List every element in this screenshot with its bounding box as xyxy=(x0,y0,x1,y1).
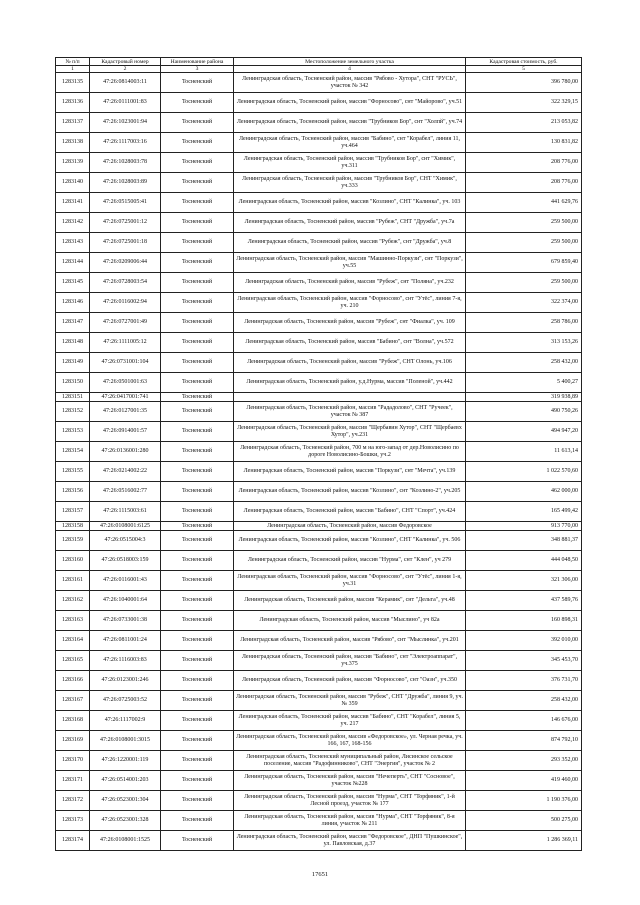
table-row xyxy=(56,462,582,482)
table-cell-cadastral-value: 213 053,82 xyxy=(466,113,582,133)
table-cell-cadastral-value: 259 500,00 xyxy=(466,273,582,293)
table-row xyxy=(56,731,582,751)
table-cell-district: Тосненский xyxy=(161,571,234,591)
table-cell-cadastral-number: 47:26:1117002:9 xyxy=(90,711,161,731)
table-cell-district: Тосненский xyxy=(161,711,234,731)
table-cell-cadastral-value: 348 881,37 xyxy=(466,531,582,551)
table-cell-cadastral-value: 313 153,26 xyxy=(466,333,582,353)
table-cell-number: 1283161 xyxy=(56,571,90,591)
table-cell-cadastral-value: 258 432,00 xyxy=(466,353,582,373)
table-cell-location: Ленинградская область, Тосненский район, массив "Бабино", СНТ "Корабел", линия 5, уч. 217 xyxy=(234,711,466,731)
table-cell-district: Тосненский xyxy=(161,402,234,422)
table-cell-cadastral-value: 322 329,15 xyxy=(466,93,582,113)
column-number-row xyxy=(56,66,582,73)
table-cell-number: 1283136 xyxy=(56,93,90,113)
table-cell-cadastral-value: 258 432,00 xyxy=(466,691,582,711)
table-cell-cadastral-number: 47:26:1028003:78 xyxy=(90,153,161,173)
table-cell-location: Ленинградская область, Тосненский район, 700 м на юго-запад от дер.Новолисино по дороге Новолисино-Бошки, уч.2 xyxy=(234,442,466,462)
table-cell-number: 1283165 xyxy=(56,651,90,671)
table-cell-number: 1283172 xyxy=(56,791,90,811)
table-cell-cadastral-number: 47:26:1023001:94 xyxy=(90,113,161,133)
table-row xyxy=(56,482,582,502)
table-row xyxy=(56,373,582,393)
header-cell-value: Кадастровая стоимость, руб. xyxy=(466,58,582,66)
table-row xyxy=(56,353,582,373)
table-row xyxy=(56,113,582,133)
column-number: 3 xyxy=(161,66,234,73)
table-cell-district: Тосненский xyxy=(161,751,234,771)
table-cell-district: Тосненский xyxy=(161,771,234,791)
table-cell-cadastral-number: 47:26:0725001:18 xyxy=(90,233,161,253)
table-cell-number: 1283144 xyxy=(56,253,90,273)
table-cell-cadastral-value: 500 275,00 xyxy=(466,811,582,831)
table-row xyxy=(56,213,582,233)
table-cell-location xyxy=(234,393,466,402)
table-row xyxy=(56,402,582,422)
column-number: 4 xyxy=(234,66,466,73)
table-cell-location: Ленинградская область, Тосненский район, массив "Бабино", снт "Корабел", линия 11, уч.464 xyxy=(234,133,466,153)
table-cell-cadastral-number: 47:26:0214002:22 xyxy=(90,462,161,482)
table-cell-number: 1283145 xyxy=(56,273,90,293)
table-cell-location: Ленинградская область, Тосненский район, массив "Машинно-Поркузи", снт "Поркузи", уч.55 xyxy=(234,253,466,273)
table-cell-cadastral-number: 47:26:0725003:52 xyxy=(90,691,161,711)
table-cell-district: Тосненский xyxy=(161,193,234,213)
table-cell-cadastral-value: 494 947,20 xyxy=(466,422,582,442)
table-cell-location: Ленинградская область, Тосненский район, массив "Форносово", снт "Оазн", уч.350 xyxy=(234,671,466,691)
table-row xyxy=(56,591,582,611)
table-cell-location: Ленинградская область, Тосненский муниципальный район, Лисинское сельское поселение, массив "Радофинниково", СНТ "Энергия", участок № 2 xyxy=(234,751,466,771)
table-cell-cadastral-number: 47:26:1111005:12 xyxy=(90,333,161,353)
table-cell-cadastral-value: 345 453,70 xyxy=(466,651,582,671)
table-row xyxy=(56,422,582,442)
table-cell-location: Ленинградская область, Тосненский район, массив Федоровское xyxy=(234,522,466,531)
table-cell-cadastral-value: 444 048,50 xyxy=(466,551,582,571)
table-cell-cadastral-number: 47:26:0108001:3015 xyxy=(90,731,161,751)
table-row xyxy=(56,133,582,153)
table-cell-cadastral-value: 5 400,27 xyxy=(466,373,582,393)
table-row xyxy=(56,551,582,571)
table-row xyxy=(56,711,582,731)
table-cell-number: 1283138 xyxy=(56,133,90,153)
table-cell-district: Тосненский xyxy=(161,831,234,851)
table-cell-location: Ленинградская область, Тосненский район, массив "Рададолово", СНТ "Ручеек", участок № 387 xyxy=(234,402,466,422)
table-cell-location: Ленинградская область, Тосненский район, массив "Рубеж", СНТ "Дружба", линия 9, уч. № 359 xyxy=(234,691,466,711)
table-cell-cadastral-number: 47:26:0523001:304 xyxy=(90,791,161,811)
table-cell-district: Тосненский xyxy=(161,213,234,233)
header-cell-district: Наименование района xyxy=(161,58,234,66)
table-cell-location: Ленинградская область, Тосненский район, массив "Трубников Бор", снт "Холпй", уч.74 xyxy=(234,113,466,133)
table-cell-district: Тосненский xyxy=(161,531,234,551)
table-row xyxy=(56,831,582,851)
table-cell-cadastral-value: 165 499,42 xyxy=(466,502,582,522)
table-cell-cadastral-value: 259 500,00 xyxy=(466,213,582,233)
table-row xyxy=(56,293,582,313)
table-row xyxy=(56,393,582,402)
table-row xyxy=(56,751,582,771)
table-cell-cadastral-number: 47:26:0725001:12 xyxy=(90,213,161,233)
table-cell-location: Ленинградская область, Тосненский район, массив "Нурма", СНТ "Торфяник", 1-й Лесной проезд, участок № 177 xyxy=(234,791,466,811)
table-cell-cadastral-value: 319 938,89 xyxy=(466,393,582,402)
table-cell-cadastral-value: 419 460,00 xyxy=(466,771,582,791)
table-cell-district: Тосненский xyxy=(161,393,234,402)
table-row xyxy=(56,73,582,93)
table-cell-cadastral-number: 47:26:0727001:49 xyxy=(90,313,161,333)
table-cell-cadastral-value: 259 500,00 xyxy=(466,233,582,253)
table-cell-cadastral-number: 47:26:0501001:63 xyxy=(90,373,161,393)
table-cell-district: Тосненский xyxy=(161,462,234,482)
cadastral-table xyxy=(55,57,582,851)
table-cell-location: Ленинградская область, Тосненский район, массив "Федоровское", ДНП "Пушкинское", ул. Павловская, д.37 xyxy=(234,831,466,851)
table-cell-number: 1283167 xyxy=(56,691,90,711)
table-row xyxy=(56,253,582,273)
table-cell-location: Ленинградская область, Тосненский район, массив "Мыслино", уч 82а xyxy=(234,611,466,631)
table-cell-number: 1283155 xyxy=(56,462,90,482)
table-cell-cadastral-value: 1 022 570,60 xyxy=(466,462,582,482)
table-cell-cadastral-number: 47:26:0515005:41 xyxy=(90,193,161,213)
table-cell-cadastral-number: 47:26:0733001:38 xyxy=(90,611,161,631)
table-cell-district: Тосненский xyxy=(161,273,234,293)
table-cell-cadastral-value: 146 676,00 xyxy=(466,711,582,731)
table-cell-number: 1283171 xyxy=(56,771,90,791)
table-cell-number: 1283151 xyxy=(56,393,90,402)
table-cell-number: 1283139 xyxy=(56,153,90,173)
table-cell-cadastral-value: 913 770,00 xyxy=(466,522,582,531)
table-cell-number: 1283150 xyxy=(56,373,90,393)
table-cell-number: 1283152 xyxy=(56,402,90,422)
table-cell-location: Ленинградская область, Тосненский район, массив "Нечеперть", СНТ "Сосновое", участок №228 xyxy=(234,771,466,791)
table-row xyxy=(56,333,582,353)
table-cell-cadastral-number: 47:26:0811001:24 xyxy=(90,631,161,651)
table-row xyxy=(56,771,582,791)
table-cell-location: Ленинградская область, Тосненский район, массив "Козлино", СНТ "Калинка", уч. 506 xyxy=(234,531,466,551)
table-header-row xyxy=(56,58,582,66)
table-cell-location: Ленинградская область, Тосненский район, массив "Нурма", СНТ "Торфяник", 8-я линия, участок № 211 xyxy=(234,811,466,831)
table-cell-district: Тосненский xyxy=(161,631,234,651)
table-cell-cadastral-value: 462 000,00 xyxy=(466,482,582,502)
table-cell-cadastral-number: 47:26:1115003:61 xyxy=(90,502,161,522)
table-cell-number: 1283143 xyxy=(56,233,90,253)
table-cell-cadastral-value: 490 750,26 xyxy=(466,402,582,422)
table-row xyxy=(56,313,582,333)
table-cell-number: 1283156 xyxy=(56,482,90,502)
table-cell-district: Тосненский xyxy=(161,591,234,611)
table-cell-location: Ленинградская область, Тосненский район, массив "Рубеж", снт "Фиалка", уч. 109 xyxy=(234,313,466,333)
column-number: 1 xyxy=(56,66,90,73)
table-cell-district: Тосненский xyxy=(161,113,234,133)
table-cell-cadastral-value: 1 190 376,00 xyxy=(466,791,582,811)
table-cell-district: Тосненский xyxy=(161,293,234,313)
table-cell-district: Тосненский xyxy=(161,811,234,831)
table-cell-district: Тосненский xyxy=(161,313,234,333)
table-cell-number: 1283162 xyxy=(56,591,90,611)
table-cell-location: Ленинградская область, Тосненский район, массив "Трубников Бор", снт "Химик", уч.311 xyxy=(234,153,466,173)
header-cell-location: Местоположение земельного участка xyxy=(234,58,466,66)
table-cell-cadastral-number: 47:26:0731001:104 xyxy=(90,353,161,373)
table-cell-location: Ленинградская область, Тосненский район, массив "Бабино", снт "Волна", уч.572 xyxy=(234,333,466,353)
table-row xyxy=(56,93,582,113)
table-cell-cadastral-number: 47:26:0516002:77 xyxy=(90,482,161,502)
table-cell-number: 1283141 xyxy=(56,193,90,213)
table-cell-number: 1283164 xyxy=(56,631,90,651)
table-cell-district: Тосненский xyxy=(161,671,234,691)
table-cell-number: 1283148 xyxy=(56,333,90,353)
table-cell-cadastral-value: 396 780,00 xyxy=(466,73,582,93)
column-number: 2 xyxy=(90,66,161,73)
table-cell-district: Тосненский xyxy=(161,73,234,93)
table-cell-district: Тосненский xyxy=(161,691,234,711)
table-cell-cadastral-number: 47:26:0814003:11 xyxy=(90,73,161,93)
table-row xyxy=(56,651,582,671)
table-row xyxy=(56,671,582,691)
table-cell-cadastral-number: 47:26:0728003:54 xyxy=(90,273,161,293)
table-cell-number: 1283158 xyxy=(56,522,90,531)
table-cell-number: 1283137 xyxy=(56,113,90,133)
table-cell-number: 1283159 xyxy=(56,531,90,551)
table-row xyxy=(56,193,582,213)
table-cell-district: Тосненский xyxy=(161,93,234,113)
table-cell-location: Ленинградская область, Тосненский район, массив "Нурма", снт "Клен", уч 279 xyxy=(234,551,466,571)
table-cell-location: Ленинградская область, Тосненский район, массив "Трубников Бор", СНТ "Химик", уч.333 xyxy=(234,173,466,193)
table-cell-cadastral-value: 293 352,00 xyxy=(466,751,582,771)
table-cell-district: Тосненский xyxy=(161,133,234,153)
table-cell-cadastral-value: 679 859,40 xyxy=(466,253,582,273)
table-cell-location: Ленинградская область, Тосненский район, у.д.Нурма, массив "Поленой", уч.442 xyxy=(234,373,466,393)
table-cell-district: Тосненский xyxy=(161,333,234,353)
table-cell-district: Тосненский xyxy=(161,153,234,173)
table-cell-number: 1283160 xyxy=(56,551,90,571)
table-cell-number: 1283168 xyxy=(56,711,90,731)
table-row xyxy=(56,233,582,253)
table-cell-district: Тосненский xyxy=(161,482,234,502)
table-cell-cadastral-number: 47:26:0111001:83 xyxy=(90,93,161,113)
table-cell-location: Ленинградская область, Тосненский район, массив "Рубеж", снт "Дружба", уч.8 xyxy=(234,233,466,253)
table-cell-cadastral-number: 47:26:1117003:16 xyxy=(90,133,161,153)
table-cell-number: 1283173 xyxy=(56,811,90,831)
table-cell-district: Тосненский xyxy=(161,442,234,462)
table-cell-cadastral-number: 47:26:0136001:280 xyxy=(90,442,161,462)
page-number: 17651 xyxy=(311,871,329,878)
table-cell-cadastral-number: 47:26:0523001:328 xyxy=(90,811,161,831)
table-cell-cadastral-value: 130 831,82 xyxy=(466,133,582,153)
table-row xyxy=(56,811,582,831)
table-cell-number: 1283146 xyxy=(56,293,90,313)
table-cell-number: 1283140 xyxy=(56,173,90,193)
table-cell-district: Тосненский xyxy=(161,611,234,631)
table-cell-cadastral-value: 321 306,00 xyxy=(466,571,582,591)
table-cell-number: 1283174 xyxy=(56,831,90,851)
table-cell-location: Ленинградская область, Тосненский район, массив "Рубеж", снт "Поляна", уч.232 xyxy=(234,273,466,293)
table-row xyxy=(56,571,582,591)
table-cell-location: Ленинградская область, Тосненский район, массив "Форносово", снт "Майорово", уч.51 xyxy=(234,93,466,113)
table-cell-location: Ленинградская область, Тосненский район, массив "Форносово", снт "Утёс", линия 7-я, уч. 210 xyxy=(234,293,466,313)
table-cell-location: Ленинградская область, Тосненский район, массив "Поркузи", снт "Мечта", уч.139 xyxy=(234,462,466,482)
table-cell-location: Ленинградская область, Тосненский район, массив "Козлино", СНТ "Калинка", уч. 103 xyxy=(234,193,466,213)
table-cell-number: 1283147 xyxy=(56,313,90,333)
table-row xyxy=(56,273,582,293)
table-cell-cadastral-value: 208 776,00 xyxy=(466,153,582,173)
table-cell-district: Тосненский xyxy=(161,353,234,373)
table-cell-district: Тосненский xyxy=(161,651,234,671)
table-row xyxy=(56,153,582,173)
table-cell-location: Ленинградская область, Тосненский район, массив "Козлино", снт "Козлино-2", уч.205 xyxy=(234,482,466,502)
table-cell-cadastral-number: 47:26:0123001:246 xyxy=(90,671,161,691)
table-cell-district: Тосненский xyxy=(161,522,234,531)
table-row xyxy=(56,631,582,651)
table-cell-cadastral-number: 47:26:1028003:89 xyxy=(90,173,161,193)
table-cell-cadastral-number: 47:26:0514001:203 xyxy=(90,771,161,791)
table-cell-cadastral-number: 47:26:1116003:83 xyxy=(90,651,161,671)
table-cell-cadastral-number: 47:26:0116001:43 xyxy=(90,571,161,591)
table-cell-cadastral-number: 47:26:0108001:6125 xyxy=(90,522,161,531)
table-cell-cadastral-value: 437 589,76 xyxy=(466,591,582,611)
table-cell-district: Тосненский xyxy=(161,253,234,273)
header-cell-cadastral: Кадастровый номер xyxy=(90,58,161,66)
table-cell-cadastral-value: 160 898,31 xyxy=(466,611,582,631)
table-cell-cadastral-number: 47:26:0108001:1525 xyxy=(90,831,161,851)
table-cell-cadastral-value: 874 792,10 xyxy=(466,731,582,751)
table-cell-cadastral-number: 47:26:0914001:57 xyxy=(90,422,161,442)
table-cell-number: 1283154 xyxy=(56,442,90,462)
column-number: 5 xyxy=(466,66,582,73)
table-row xyxy=(56,531,582,551)
table-cell-cadastral-value: 208 776,00 xyxy=(466,173,582,193)
table-cell-district: Тосненский xyxy=(161,791,234,811)
table-cell-district: Тосненский xyxy=(161,373,234,393)
table-cell-location: Ленинградская область, Тосненский район, массив "Рубеж", СНТ Олонь, уч.106 xyxy=(234,353,466,373)
table-cell-location: Ленинградская область, Тосненский район, массив "Форносово", снт "Утёс", линия 1-я, уч.31 xyxy=(234,571,466,591)
table-row xyxy=(56,502,582,522)
table-cell-district: Тосненский xyxy=(161,551,234,571)
table-cell-location: Ленинградская область, Тосненский район, массив "Щербавин Хутор", СНТ "Щербаевх Хутор", уч.231 xyxy=(234,422,466,442)
table-cell-cadastral-number: 47:26:0116002:94 xyxy=(90,293,161,313)
table-cell-number: 1283149 xyxy=(56,353,90,373)
table-body xyxy=(56,58,582,851)
table-cell-location: Ленинградская область, Тосненский район, массив "Рябово - Хутора", СНТ "РУСЬ", участок № 342 xyxy=(234,73,466,93)
table-cell-number: 1283169 xyxy=(56,731,90,751)
table-cell-cadastral-number: 47:26:1220001:119 xyxy=(90,751,161,771)
table-cell-cadastral-value: 11 613,14 xyxy=(466,442,582,462)
table-row xyxy=(56,691,582,711)
table-cell-cadastral-number: 47:26:0127001:35 xyxy=(90,402,161,422)
table-cell-cadastral-value: 376 731,70 xyxy=(466,671,582,691)
table-cell-location: Ленинградская область, Тосненский район, массив "Рябово", снт "Мыслинка", уч.201 xyxy=(234,631,466,651)
table-cell-location: Ленинградская область, Тосненский район, массив "Бабино", СНТ "Спорт", уч.424 xyxy=(234,502,466,522)
table-row xyxy=(56,791,582,811)
table-cell-district: Тосненский xyxy=(161,233,234,253)
table-cell-district: Тосненский xyxy=(161,502,234,522)
table-cell-number: 1283163 xyxy=(56,611,90,631)
table-cell-location: Ленинградская область, Тосненский район, массив "Бабино", снт "Электроаппарат", уч.375 xyxy=(234,651,466,671)
table-cell-number: 1283166 xyxy=(56,671,90,691)
table-cell-cadastral-value: 258 786,00 xyxy=(466,313,582,333)
table-cell-district: Тосненский xyxy=(161,731,234,751)
table-cell-number: 1283157 xyxy=(56,502,90,522)
table-cell-cadastral-number: 47:26:0417001:741 xyxy=(90,393,161,402)
table-cell-cadastral-value: 441 629,76 xyxy=(466,193,582,213)
header-cell-number: № п/п xyxy=(56,58,90,66)
table-cell-cadastral-value: 1 286 369,11 xyxy=(466,831,582,851)
table-cell-cadastral-value: 392 010,00 xyxy=(466,631,582,651)
table-cell-cadastral-number: 47:26:1040001:64 xyxy=(90,591,161,611)
table-cell-cadastral-number: 47:26:0209006:44 xyxy=(90,253,161,273)
table-row xyxy=(56,611,582,631)
table-cell-cadastral-number: 47:26:0518003:159 xyxy=(90,551,161,571)
table-cell-cadastral-number: 47:26:0515004:3 xyxy=(90,531,161,551)
table-row xyxy=(56,522,582,531)
table-cell-number: 1283135 xyxy=(56,73,90,93)
table-cell-district: Тосненский xyxy=(161,422,234,442)
table-cell-location: Ленинградская область, Тосненский район, массив «Федоровское», ул. Черная речка, уч. 166, 167, 168-156 xyxy=(234,731,466,751)
table-cell-cadastral-value: 322 374,00 xyxy=(466,293,582,313)
table-cell-location: Ленинградская область, Тосненский район, массив "Рубеж", СНТ "Дружба", уч.7а xyxy=(234,213,466,233)
table-row xyxy=(56,173,582,193)
table-cell-number: 1283170 xyxy=(56,751,90,771)
table-cell-number: 1283142 xyxy=(56,213,90,233)
table-cell-location: Ленинградская область, Тосненский район, массив "Керамик", снт "Дельта", уч.48 xyxy=(234,591,466,611)
table-cell-district: Тосненский xyxy=(161,173,234,193)
table-cell-number: 1283153 xyxy=(56,422,90,442)
table-row xyxy=(56,442,582,462)
